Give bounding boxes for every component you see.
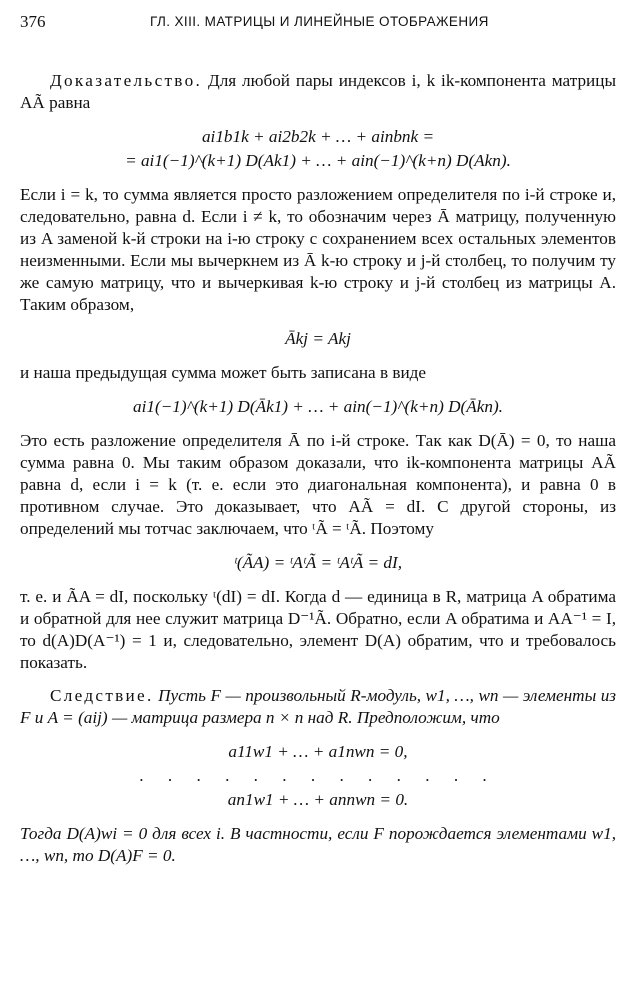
proof-paragraph-1 (20, 70, 616, 114)
system-equation-1: a11w1 + … + a1nwn = 0, (228, 742, 408, 761)
equation-1-line-1: ai1b1k + ai2b2k + … + ainbnk = (201, 127, 435, 146)
corollary-text-1: Пусть F — произвольный R-модуль, w1, …, wn — элементы из F и A = (aij) — матрица размера n × n над R. Предположим, что (20, 686, 617, 727)
proof-label: Доказательство. (50, 71, 203, 90)
equation-1-line-2: = ai1(−1)^(k+1) D(Ak1) + … + ain(−1)^(k+n) D(Akn). (125, 151, 511, 170)
proof-paragraph-5: т. е. и ÃA = dI, поскольку ᵗ(dI) = dI. Когда d — единица в R, матрица A обратима и обратной для нее служит матрица D⁻¹Ã. Обратно, если A обратима и AA⁻¹ = I, то d(A)D(A⁻¹) = 1 и, следовательно, элемент D(A) обратим, что и требовалось показать. (20, 587, 616, 672)
equation-2: Ākj = Akj (285, 329, 351, 348)
page-body (20, 70, 616, 867)
system-equation-n: an1w1 + … + annwn = 0. (227, 790, 409, 809)
proof-paragraph-4: Это есть разложение определителя Ā по i-й строке. Так как D(Ā) = 0, то наша сумма равна 0. Мы таким образом доказали, что ik-компонента матрицы AÃ равна d, если i = k (т. е. если это диагональная компонента), и равна 0 в противном случае. Это доказывает, что AÃ = dI. С другой стороны, из определений мы тотчас заключаем, что ᵗÃ = ᵗÃ. Поэтому (20, 431, 616, 538)
corollary-paragraph-1 (20, 685, 616, 729)
system-dots: . . . . . . . . . . . . . (139, 766, 497, 785)
proof-paragraph-3: и наша предыдущая сумма может быть записана в виде (20, 363, 427, 382)
chapter-title: ГЛ. XIII. МАТРИЦЫ И ЛИНЕЙНЫЕ ОТОБРАЖЕНИЯ (150, 14, 489, 29)
proof-text-1: Для любой пары индексов i, k ik-компонента матрицы AÃ равна (20, 71, 616, 112)
corollary-paragraph-2: Тогда D(A)wi = 0 для всех i. В частности, если F порождается элементами w1, …, wn, то D(A)F = 0. (20, 824, 616, 865)
corollary-label: Следствие. (50, 686, 154, 705)
equation-3: ai1(−1)^(k+1) D(Āk1) + … + ain(−1)^(k+n) D(Ākn). (133, 397, 503, 416)
page-number: 376 (20, 12, 46, 31)
proof-paragraph-2: Если i = k, то сумма является просто разложением определителя по i-й строке и, следовательно, равна d. Если i ≠ k, то обозначим через Ā матрицу, полученную из A заменой k-й строки на i-ю строку с сохранением всех остальных элементов неизменными. Если мы вычеркнем из Ā k-ю строку и j-й столбец, то получим ту же самую матрицу, что и вычеркивая k-ю строку и j-й столбец из матрицы A. Таким образом, (20, 185, 616, 314)
equation-4: ᵗ(ÃA) = ᵗAᵗÃ = ᵗAᵗÃ = dI, (233, 553, 403, 572)
running-header (20, 12, 616, 36)
